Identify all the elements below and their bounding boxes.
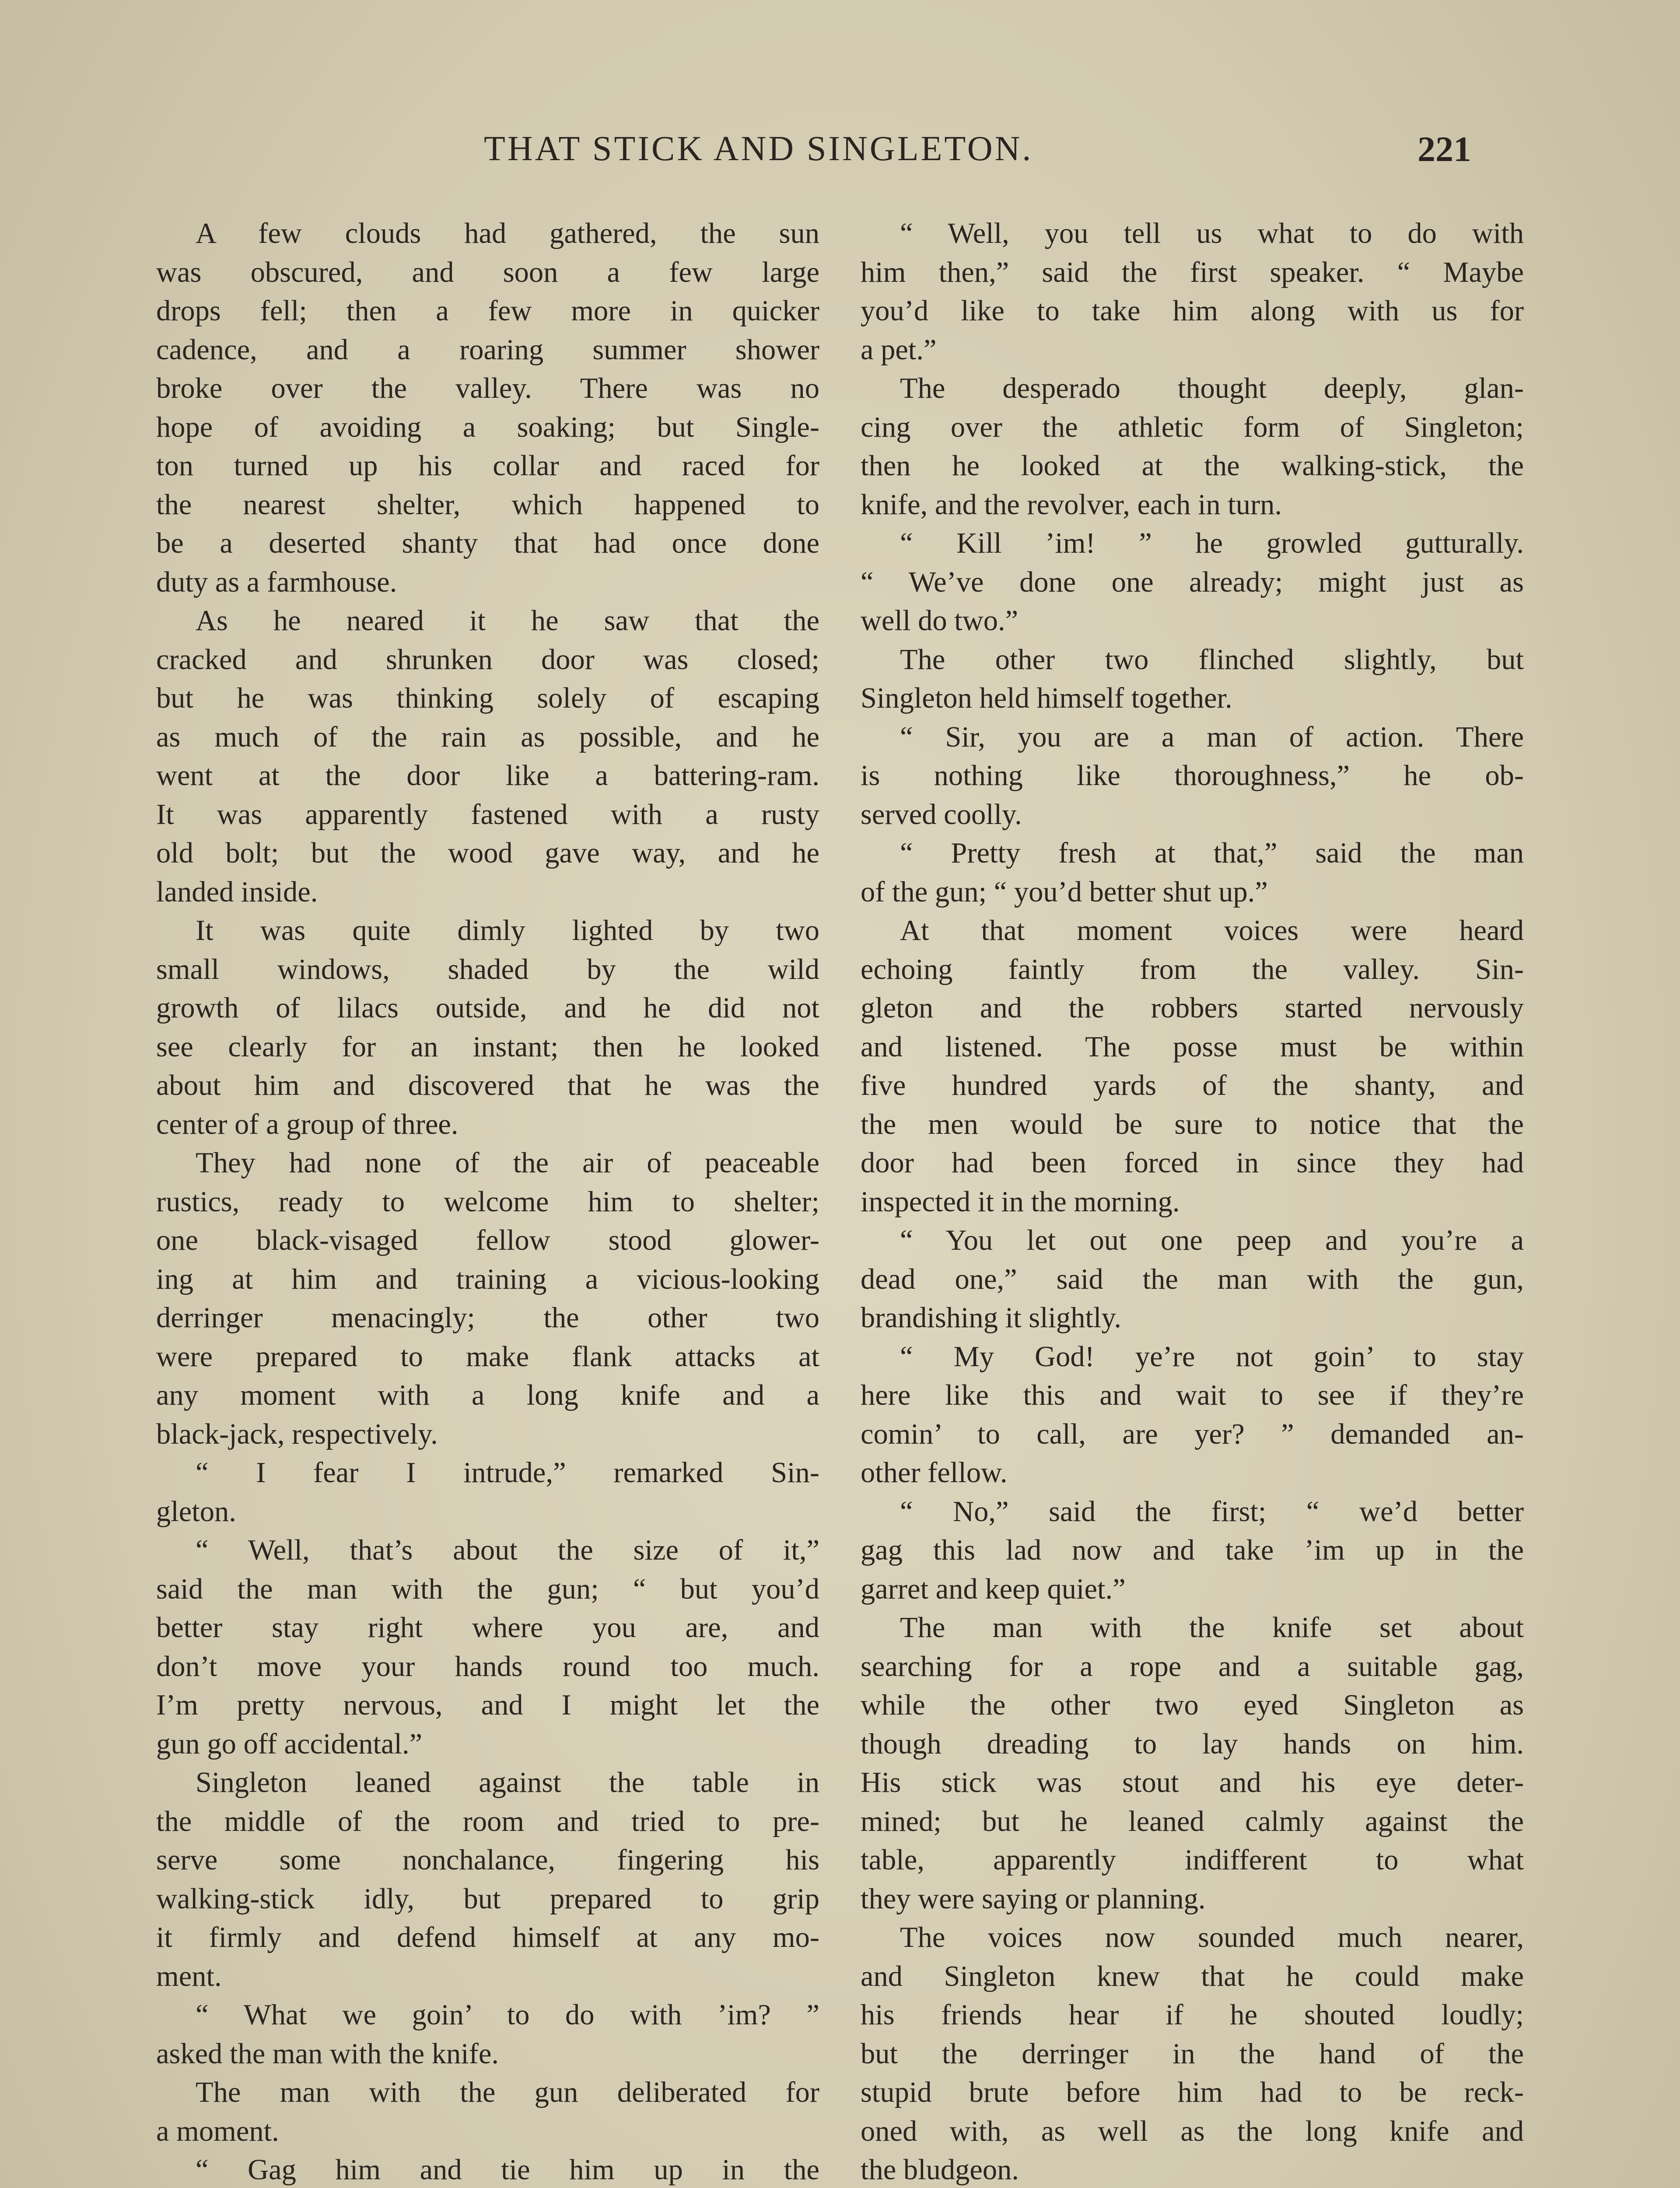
text-line: gag this lad now and take ’im up in the xyxy=(861,1534,1524,1566)
text-line: about him and discovered that he was the xyxy=(156,1069,819,1101)
text-line: drops fell; then a few more in quicker xyxy=(156,295,819,327)
text-line: hope of avoiding a soaking; but Single- xyxy=(156,411,819,443)
text-line: “ Pretty fresh at that,” said the man xyxy=(900,837,1524,869)
text-line: other fellow. xyxy=(861,1457,1008,1489)
text-line: said the man with the gun; “ but you’d xyxy=(156,1573,819,1605)
text-line: a moment. xyxy=(156,2115,279,2147)
text-line: “ You let out one peep and you’re a xyxy=(900,1224,1524,1256)
text-line: It was apparently fastened with a rusty xyxy=(156,798,819,831)
text-line: asked the man with the knife. xyxy=(156,2037,499,2070)
text-line: cracked and shrunken door was closed; xyxy=(156,643,819,676)
text-line: better stay right where you are, and xyxy=(156,1612,819,1644)
text-line: him then,” said the first speaker. “ Maybe xyxy=(861,256,1524,288)
text-line: rustics, ready to welcome him to shelter; xyxy=(156,1185,819,1218)
text-line: garret and keep quiet.” xyxy=(861,1573,1126,1605)
text-line: see clearly for an instant; then he looked xyxy=(156,1031,819,1063)
text-line: knife, and the revolver, each in turn. xyxy=(861,488,1282,521)
text-line: and Singleton knew that he could make xyxy=(861,1960,1524,1992)
text-line: one black-visaged fellow stood glower- xyxy=(156,1224,819,1256)
text-line: “ Well, you tell us what to do with xyxy=(900,217,1524,249)
text-line: duty as a farmhouse. xyxy=(156,566,397,598)
text-line: A few clouds had gathered, the sun xyxy=(196,217,819,249)
text-line: Singleton leaned against the table in xyxy=(196,1767,819,1799)
text-line: black-jack, respectively. xyxy=(156,1418,438,1450)
text-line: they were saying or planning. xyxy=(861,1883,1206,1915)
text-line: derringer menacingly; the other two xyxy=(156,1302,819,1334)
text-line: any moment with a long knife and a xyxy=(156,1379,819,1411)
text-line: landed inside. xyxy=(156,876,318,908)
text-line: The other two flinched slightly, but xyxy=(900,643,1524,676)
text-line: were prepared to make flank attacks at xyxy=(156,1340,819,1373)
text-line: “ I fear I intrude,” remarked Sin- xyxy=(196,1457,819,1489)
text-line: stupid brute before him had to be reck- xyxy=(861,2076,1524,2108)
text-line: mined; but he leaned calmly against the xyxy=(861,1805,1524,1837)
text-line: I’m pretty nervous, and I might let the xyxy=(156,1689,819,1721)
text-line: it firmly and defend himself at any mo- xyxy=(156,1922,819,1953)
text-line: At that moment voices were heard xyxy=(900,915,1524,947)
text-line: is nothing like thoroughness,” he ob- xyxy=(861,760,1524,792)
text-line: dead one,” said the man with the gun, xyxy=(861,1263,1524,1295)
text-line: growth of lilacs outside, and he did not xyxy=(156,992,819,1024)
text-line: ton turned up his collar and raced for xyxy=(156,450,819,482)
text-line: don’t move your hands round too much. xyxy=(156,1650,819,1683)
text-line: “ Well, that’s about the size of it,” xyxy=(196,1534,819,1566)
text-line: was obscured, and soon a few large xyxy=(156,256,819,288)
running-title: THAT STICK AND SINGLETON. xyxy=(484,130,1033,168)
text-line: “ No,” said the first; “ we’d better xyxy=(900,1495,1524,1528)
text-line: It was quite dimly lighted by two xyxy=(196,915,819,947)
text-line: the bludgeon. xyxy=(861,2154,1019,2186)
text-line: echoing faintly from the valley. Sin- xyxy=(861,953,1524,985)
text-line: “ My God! ye’re not goin’ to stay xyxy=(900,1340,1524,1373)
text-line: went at the door like a battering-ram. xyxy=(156,760,819,792)
text-line: you’d like to take him along with us for xyxy=(861,295,1524,327)
text-line: searching for a rope and a suitable gag, xyxy=(861,1650,1524,1683)
text-line: brandishing it slightly. xyxy=(861,1302,1122,1334)
text-line: gun go off accidental.” xyxy=(156,1728,423,1760)
text-line: old bolt; but the wood gave way, and he xyxy=(156,837,819,869)
text-line: of the gun; “ you’d better shut up.” xyxy=(861,876,1268,908)
text-line: small windows, shaded by the wild xyxy=(156,953,819,985)
text-line: but the derringer in the hand of the xyxy=(861,2037,1524,2070)
text-line: The man with the gun deliberated for xyxy=(196,2076,819,2108)
text-line: while the other two eyed Singleton as xyxy=(861,1689,1524,1721)
text-line: broke over the valley. There was no xyxy=(156,372,819,404)
text-line: “ What we goin’ to do with ’im? ” xyxy=(196,1999,819,2031)
text-line: door had been forced in since they had xyxy=(861,1147,1524,1179)
text-line: then he looked at the walking-stick, the xyxy=(861,450,1524,482)
text-line: here like this and wait to see if they’re xyxy=(861,1379,1524,1411)
text-line: They had none of the air of peaceable xyxy=(196,1147,819,1179)
text-line: but he was thinking solely of escaping xyxy=(156,682,819,714)
text-line: Singleton held himself together. xyxy=(861,682,1232,714)
text-line: “ Sir, you are a man of action. There xyxy=(900,721,1524,753)
text-line: cadence, and a roaring summer shower xyxy=(156,333,819,366)
text-line: “ Gag him and tie him up in the xyxy=(196,2154,819,2186)
text-line: walking-stick idly, but prepared to grip xyxy=(156,1883,819,1915)
text-line: table, apparently indifferent to what xyxy=(861,1844,1524,1876)
text-line: serve some nonchalance, fingering his xyxy=(156,1844,819,1876)
text-line: ment. xyxy=(156,1960,222,1992)
text-line: and listened. The posse must be within xyxy=(861,1031,1524,1063)
text-line: cing over the athletic form of Singleton; xyxy=(861,411,1524,443)
text-line: oned with, as well as the long knife and xyxy=(861,2115,1524,2147)
text-line: the nearest shelter, which happened to xyxy=(156,488,819,521)
text-line: gleton. xyxy=(156,1495,236,1528)
text-line: his friends hear if he shouted loudly; xyxy=(861,1999,1524,2031)
text-line: five hundred yards of the shanty, and xyxy=(861,1069,1524,1101)
text-line: inspected it in the morning. xyxy=(861,1185,1180,1218)
text-line: gleton and the robbers started nervously xyxy=(861,992,1524,1024)
text-line: though dreading to lay hands on him. xyxy=(861,1728,1524,1760)
text-line: the men would be sure to notice that the xyxy=(861,1108,1524,1140)
text-line: ing at him and training a vicious-looking xyxy=(156,1263,819,1295)
text-line: be a deserted shanty that had once done xyxy=(156,527,819,559)
text-line: as much of the rain as possible, and he xyxy=(156,721,819,753)
text-line: His stick was stout and his eye deter- xyxy=(861,1767,1524,1799)
text-line: center of a group of three. xyxy=(156,1108,458,1140)
text-line: The desperado thought deeply, glan- xyxy=(900,372,1524,404)
text-line: “ We’ve done one already; might just as xyxy=(861,566,1524,598)
right-text-column xyxy=(861,214,1524,2188)
left-text-column xyxy=(156,214,819,2188)
text-line: served coolly. xyxy=(861,798,1022,831)
text-line: a pet.” xyxy=(861,333,937,366)
text-line: “ Kill ’im! ” he growled gutturally. xyxy=(900,527,1524,559)
text-line: The man with the knife set about xyxy=(900,1612,1524,1644)
page-number: 221 xyxy=(1418,129,1471,169)
text-line: comin’ to call, are yer? ” demanded an- xyxy=(861,1418,1524,1450)
text-line: well do two.” xyxy=(861,605,1018,637)
text-line: As he neared it he saw that the xyxy=(196,605,819,637)
text-line: the middle of the room and tried to pre- xyxy=(156,1805,819,1837)
text-line: The voices now sounded much nearer, xyxy=(900,1922,1524,1953)
